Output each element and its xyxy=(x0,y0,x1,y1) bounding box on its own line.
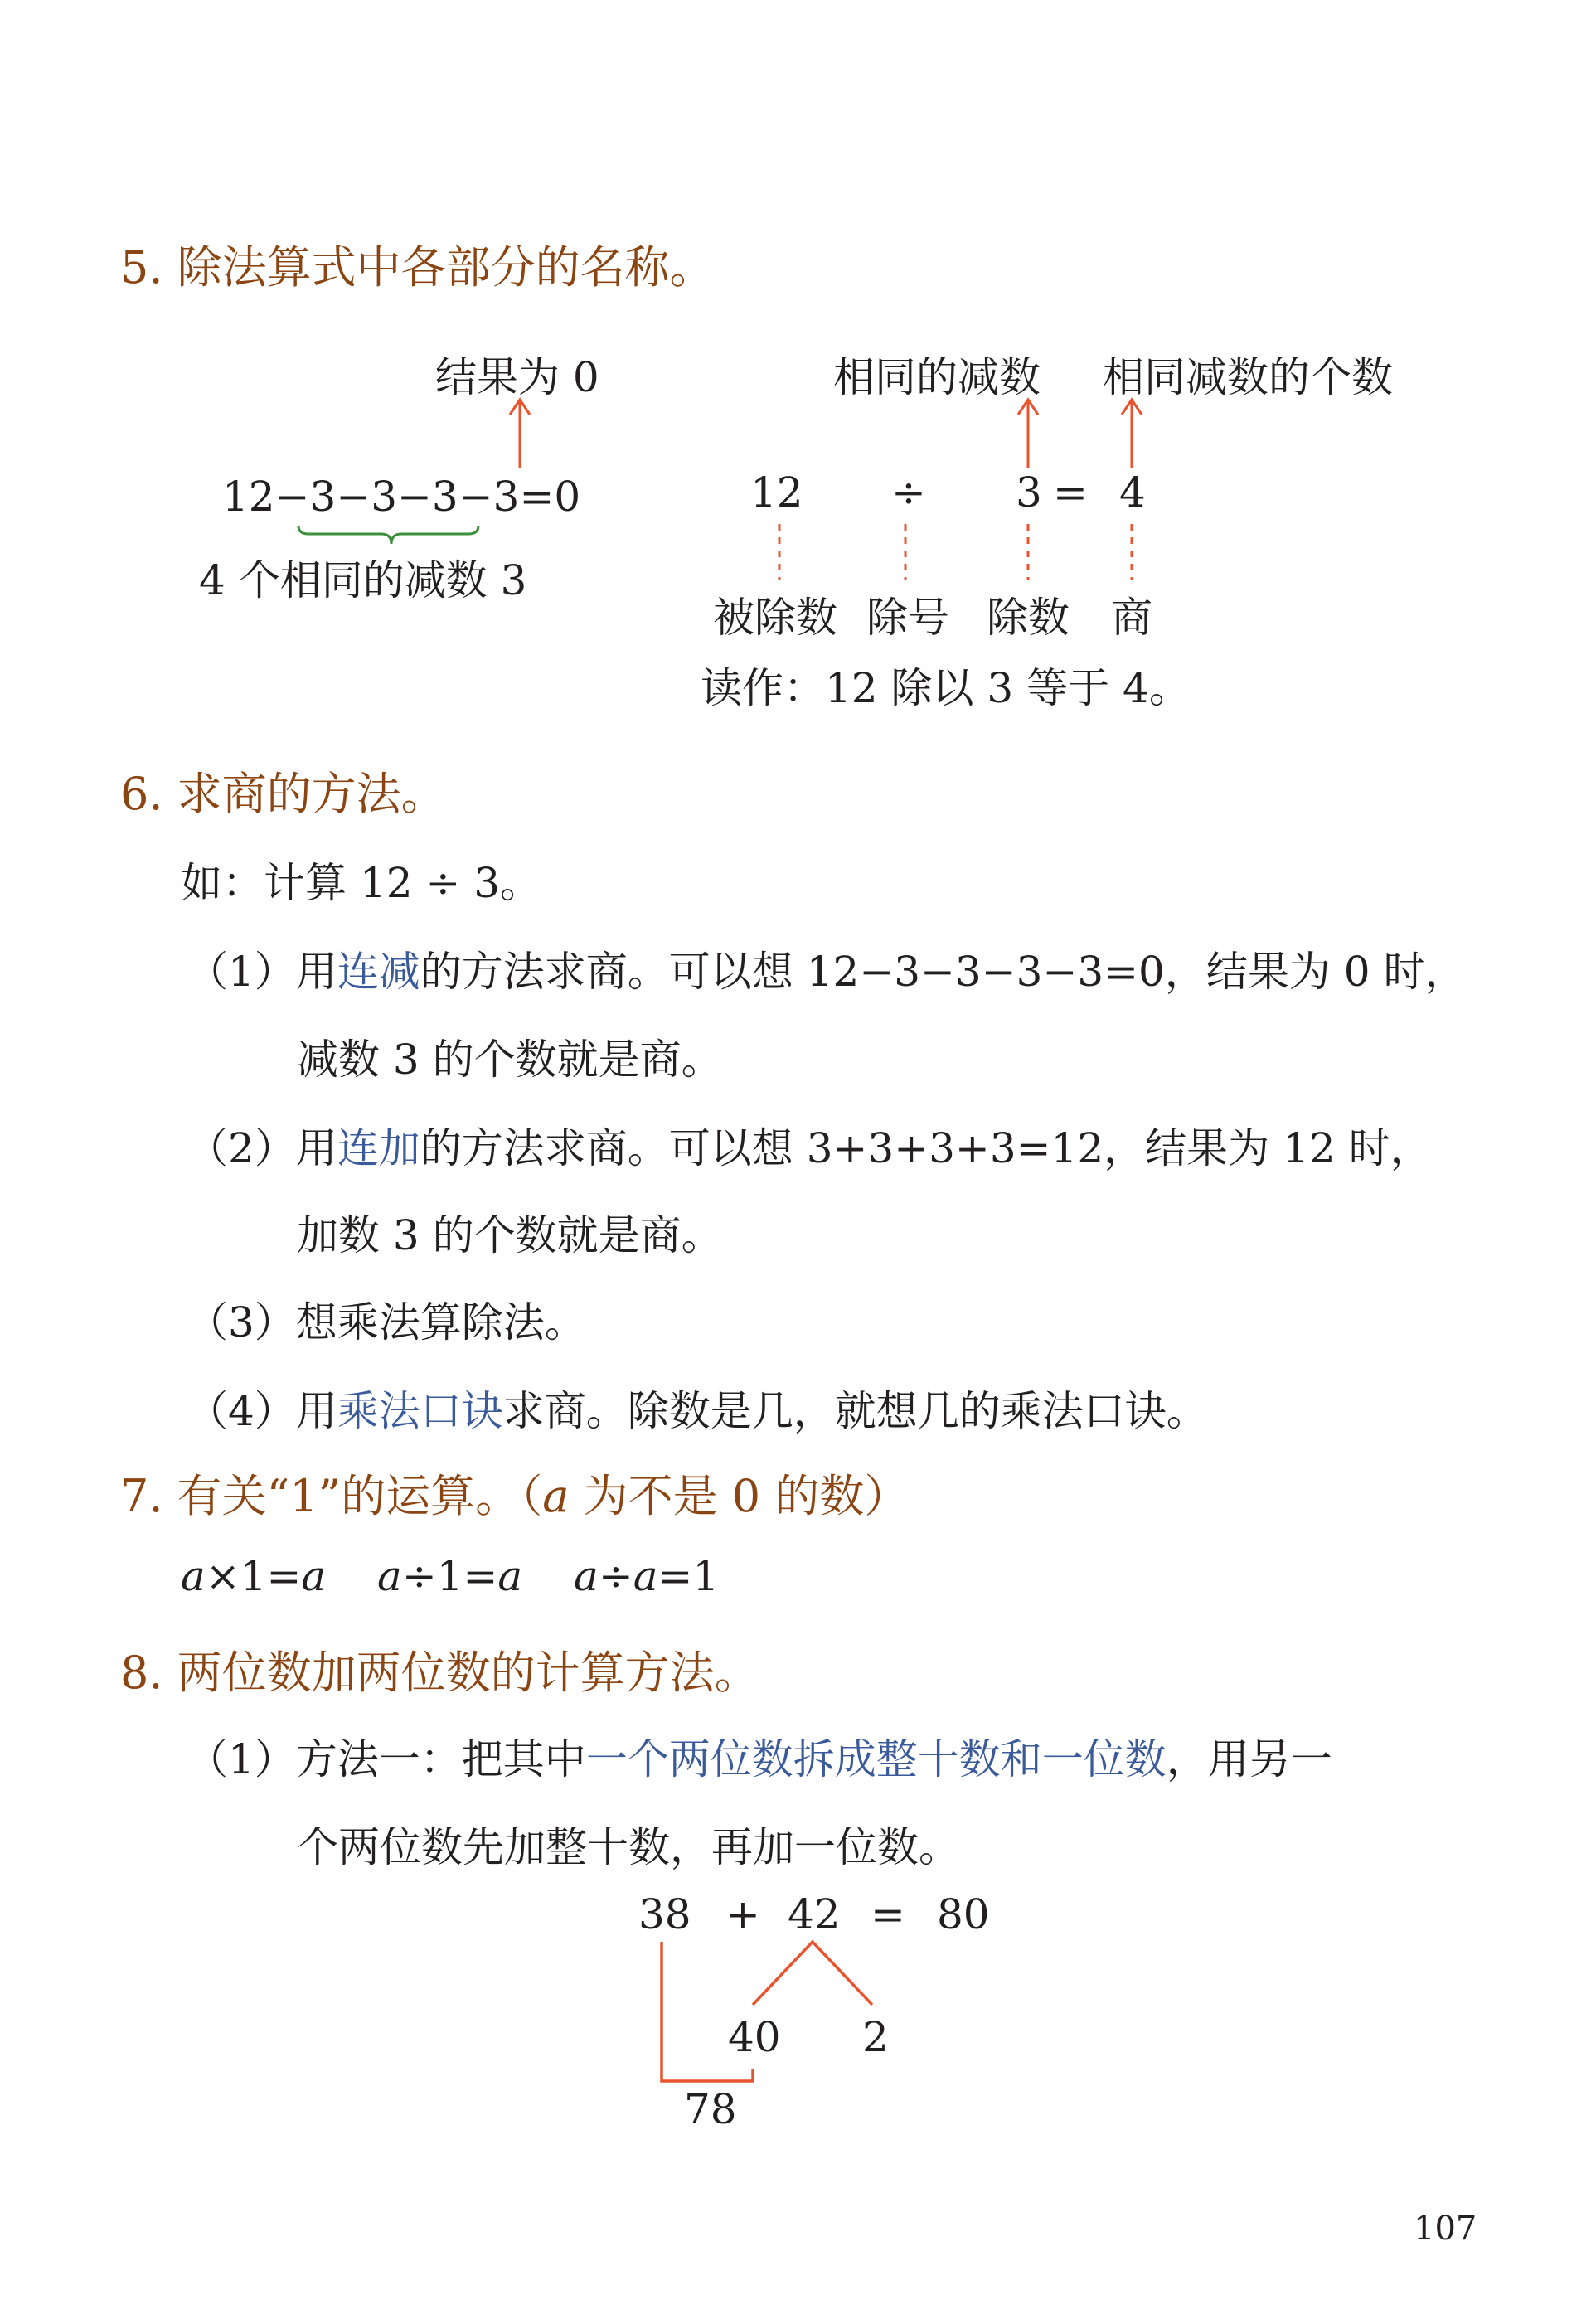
formula-3 xyxy=(574,1552,719,1600)
section-7-heading-a: 7. 有关“1”的运算。（ xyxy=(120,1470,543,1522)
method-4-highlight: 乘法口诀 xyxy=(337,1387,503,1435)
method-2-prefix: （2）用 xyxy=(187,1124,337,1172)
sum-bracket xyxy=(662,1942,753,2081)
formula-3-op: ÷ xyxy=(598,1552,633,1600)
formula-2-op: ÷1= xyxy=(401,1552,498,1600)
name-division-sign: 除号 xyxy=(866,594,949,642)
formula-3-var: a xyxy=(574,1552,599,1600)
formula-2 xyxy=(377,1552,522,1600)
method-1 xyxy=(187,939,1466,998)
section-6-heading: 6. 求商的方法。 xyxy=(120,768,446,820)
formula-1-res: a xyxy=(301,1552,327,1600)
calc-plus: + xyxy=(725,1890,760,1938)
s8-item-1 xyxy=(187,1726,1332,1786)
section-7-heading xyxy=(120,1461,909,1525)
section-8-heading: 8. 两位数加两位数的计算方法。 xyxy=(120,1647,759,1699)
formula-2-res: a xyxy=(497,1552,523,1600)
method-4 xyxy=(187,1378,1208,1438)
same-subtrahend-brace xyxy=(298,526,478,544)
method-2-rest: 的方法求商。可以想 3+3+3+3=12，结果为 12 时， xyxy=(420,1124,1432,1172)
formula-2-var: a xyxy=(377,1552,402,1600)
section-5-marks xyxy=(0,0,1596,746)
name-dividend: 被除数 xyxy=(713,594,837,642)
calc-partial: 78 xyxy=(684,2085,737,2133)
calc-split-2: 2 xyxy=(862,2013,889,2061)
page-number: 107 xyxy=(1414,2210,1477,2248)
formula-1 xyxy=(181,1552,326,1600)
calc-b: 42 xyxy=(788,1890,841,1938)
method-3: （3）想乘法算除法。 xyxy=(187,1298,586,1346)
left-bottom-label: 4 个相同的减数 3 xyxy=(199,556,527,604)
read-as: 读作：12 除以 3 等于 4。 xyxy=(701,664,1191,712)
example-line: 如：计算 12 ÷ 3。 xyxy=(181,859,542,907)
method-2 xyxy=(187,1115,1432,1175)
name-divisor: 除数 xyxy=(987,594,1070,642)
name-quotient: 商 xyxy=(1111,594,1152,642)
divisor: 3 xyxy=(1016,468,1042,517)
calc-a: 38 xyxy=(638,1890,691,1938)
method-1-highlight: 连减 xyxy=(337,948,420,996)
subtraction-equation: 12−3−3−3−3=0 xyxy=(222,473,581,521)
s8-item-1-prefix: （1）方法一：把其中 xyxy=(187,1735,586,1783)
equals-sign: = xyxy=(1053,468,1088,517)
method-4-prefix: （4）用 xyxy=(187,1387,337,1435)
split-lines xyxy=(753,1942,872,2005)
method-1-rest: 的方法求商。可以想 12−3−3−3−3=0，结果为 0 时， xyxy=(420,948,1467,996)
section-5-heading: 5. 除法算式中各部分的名称。 xyxy=(120,241,715,294)
calc-split-1: 40 xyxy=(728,2013,781,2061)
division-sign: ÷ xyxy=(891,468,926,517)
section-7-heading-b: 为不是 0 的数） xyxy=(569,1470,910,1522)
formula-3-res: =1 xyxy=(657,1552,720,1600)
dividend: 12 xyxy=(750,468,803,517)
formula-1-var: a xyxy=(181,1552,206,1600)
s8-item-1-line2: 个两位数先加整十数，再加一位数。 xyxy=(297,1823,960,1871)
method-1-line2: 减数 3 的个数就是商。 xyxy=(297,1036,723,1084)
left-top-label: 结果为 0 xyxy=(435,353,599,401)
method-2-highlight: 连加 xyxy=(337,1124,420,1172)
formula-1-op: ×1= xyxy=(205,1552,302,1600)
s8-item-1-rest: ，用另一 xyxy=(1166,1735,1332,1783)
right-top-label-2: 相同减数的个数 xyxy=(1103,353,1393,401)
method-2-line2: 加数 3 的个数就是商。 xyxy=(297,1211,723,1259)
method-4-rest: 求商。除数是几，就想几的乘法口诀。 xyxy=(502,1387,1208,1435)
section-7-var: a xyxy=(542,1470,570,1522)
method-1-prefix: （1）用 xyxy=(187,948,337,996)
calc-c: 80 xyxy=(937,1890,990,1938)
calc-eq: = xyxy=(871,1890,905,1938)
s8-item-1-highlight: 一个两位数拆成整十数和一位数 xyxy=(585,1735,1167,1783)
calc-tree xyxy=(0,1907,1596,2114)
formula-3-var2: a xyxy=(633,1552,658,1600)
quotient: 4 xyxy=(1119,468,1146,517)
right-top-label-1: 相同的减数 xyxy=(833,353,1041,401)
